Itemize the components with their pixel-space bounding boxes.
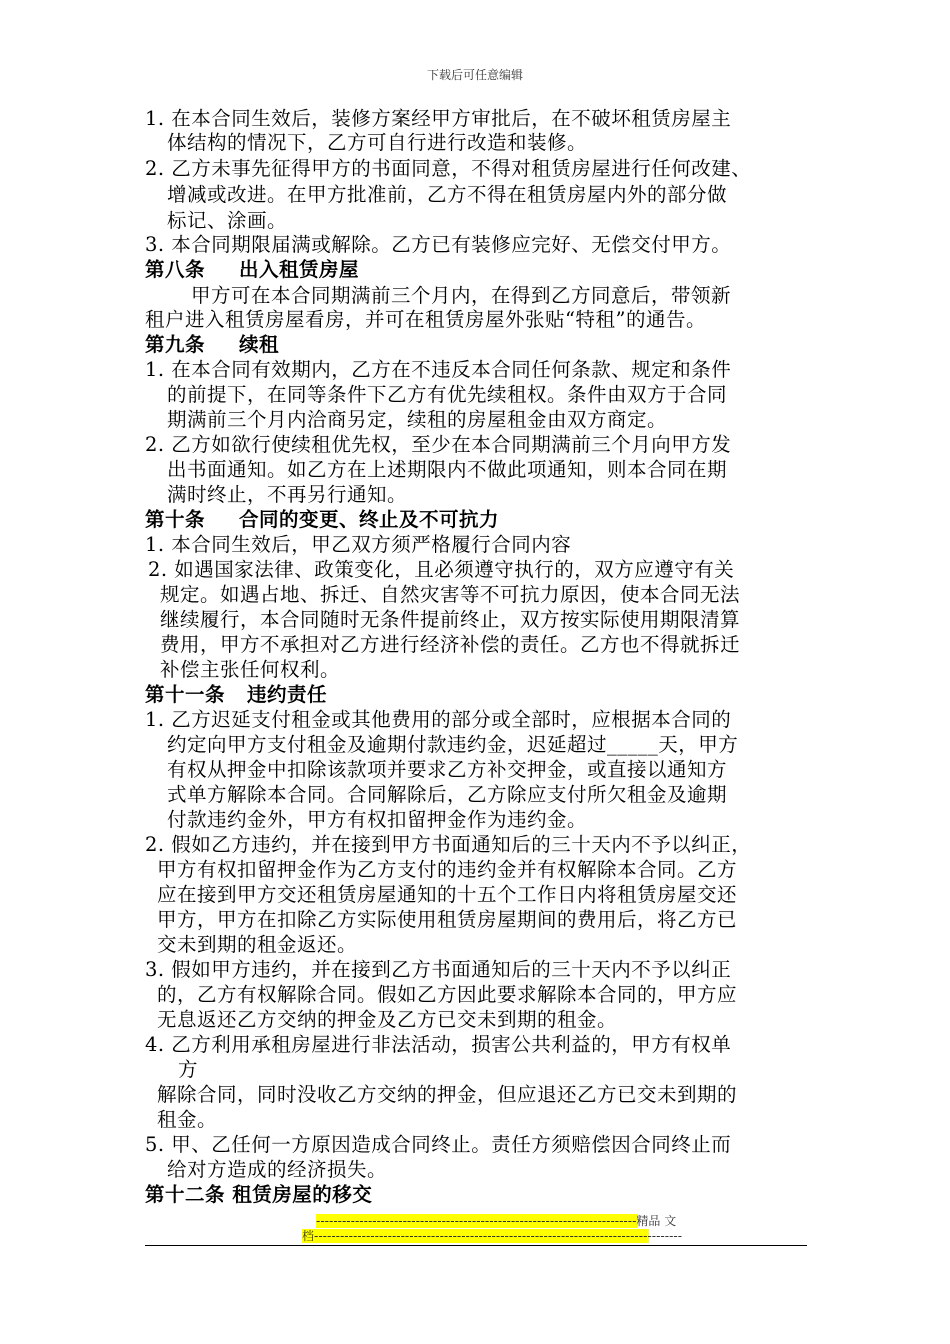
article-9-heading — [145, 333, 279, 357]
article-8-heading — [145, 258, 359, 282]
clause-text: 期满前三个月内洽商另定，续租的房屋租金由双方商定。 — [167, 408, 668, 431]
clause-text: 2. 乙方如欲行使续租优先权，至少在本合同期满前三个月向甲方发 — [145, 433, 732, 456]
clause-text: 的前提下，在同等条件下乙方有优先续租权。条件由双方于合同 — [167, 383, 728, 406]
footer-watermark-line: 档------------------------------------------------------------------------------------- — [302, 1229, 683, 1243]
clause-text: 5. 甲、乙任何一方原因造成合同终止。责任方须赔偿因合同终止而 — [145, 1133, 732, 1156]
article-number: 第九条 — [145, 333, 206, 356]
clause-text: 约定向甲方支付租金及逾期付款违约金，迟延超过_____天，甲方 — [167, 733, 739, 756]
clause-text: 规定。如遇占地、拆迁、自然灾害等不可抗力原因，使本合同无法 — [160, 583, 741, 606]
article-number: 第八条 — [145, 258, 206, 281]
clause-text: 补偿主张任何权利。 — [160, 658, 341, 681]
clause-text: 增减或改进。在甲方批准前，乙方不得在租赁房屋内外的部分做 — [167, 183, 728, 206]
clause-text: 2. 假如乙方违约，并在接到甲方书面通知后的三十天内不予以纠正， — [145, 833, 752, 856]
clause-text: 2. 乙方未事先征得甲方的书面同意，不得对租赁房屋进行任何改建、 — [145, 157, 752, 180]
page-header-note: 下载后可任意编辑 — [426, 68, 523, 82]
clause-text: 1. 在本合同生效后，装修方案经甲方审批后，在不破坏租赁房屋主 — [145, 107, 732, 130]
clause-text: 标记、涂画。 — [167, 209, 288, 232]
footer-watermark-line: --------------------------------------------------------------------------精品 文 — [316, 1214, 677, 1228]
clause-text: 交未到期的租金返还。 — [157, 933, 358, 956]
clause-text: 1. 乙方迟延支付租金或其他费用的部分或全部时，应根据本合同的 — [145, 708, 732, 731]
clause-text: 2. 如遇国家法律、政策变化，且必须遵守执行的，双方应遵守有关 — [148, 558, 735, 581]
clause-text: 费用，甲方不承担对乙方进行经济补偿的责任。乙方也不得就拆迁 — [160, 633, 741, 656]
clause-text: 甲方可在本合同期满前三个月内，在得到乙方同意后，带领新 — [191, 284, 732, 307]
clause-text: 的，乙方有权解除合同。假如乙方因此要求解除本合同的，甲方应 — [157, 983, 738, 1006]
clause-text: 甲方有权扣留押金作为乙方支付的违约金并有权解除本合同。乙方 — [157, 858, 738, 881]
clause-text: 有权从押金中扣除该款项并要求乙方补交押金，或直接以通知方 — [167, 758, 728, 781]
clause-text: 1. 本合同生效后，甲乙双方须严格履行合同内容 — [145, 533, 572, 556]
clause-text: 满时终止，不再另行通知。 — [167, 483, 408, 506]
article-title: 出入租赁房屋 — [239, 258, 360, 281]
clause-text: 3. 假如甲方违约，并在接到乙方书面通知后的三十天内不予以纠正 — [145, 958, 732, 981]
clause-text: 4. 乙方利用承租房屋进行非法活动，损害公共利益的，甲方有权单 — [145, 1033, 732, 1056]
clause-text: 出书面通知。如乙方在上述期限内不做此项通知，则本合同在期 — [167, 458, 728, 481]
article-number: 第十一条 — [145, 683, 226, 706]
clause-text: 无息返还乙方交纳的押金及乙方已交未到期的租金。 — [157, 1008, 618, 1031]
clause-text: 给对方造成的经济损失。 — [167, 1158, 388, 1181]
clause-text: 体结构的情况下，乙方可自行进行改造和装修。 — [167, 131, 588, 154]
clause-text: 式单方解除本合同。合同解除后，乙方除应支付所欠租金及逾期 — [167, 783, 728, 806]
article-12-heading: 第十二条 租赁房屋的移交 — [145, 1183, 373, 1206]
clause-text: 继续履行，本合同随时无条件提前终止，双方按实际使用期限清算 — [160, 608, 741, 631]
article-10-heading — [145, 508, 499, 532]
clause-text: 租户进入租赁房屋看房，并可在租赁房屋外张贴“特租”的通告。 — [145, 308, 706, 331]
clause-text: 方 — [178, 1058, 199, 1081]
article-title: 合同的变更、终止及不可抗力 — [239, 508, 500, 531]
clause-text: 甲方，甲方在扣除乙方实际使用租赁房屋期间的费用后，将乙方已 — [157, 908, 738, 931]
footer-divider — [145, 1245, 807, 1246]
clause-text: 1. 在本合同有效期内，乙方在不违反本合同任何条款、规定和条件 — [145, 358, 732, 381]
clause-text: 应在接到甲方交还租赁房屋通知的十五个工作日内将租赁房屋交还 — [157, 883, 738, 906]
article-title: 违约责任 — [247, 683, 328, 706]
article-11-heading — [145, 683, 327, 707]
article-number: 第十条 — [145, 508, 206, 531]
clause-text: 租金。 — [157, 1108, 218, 1131]
clause-text: 解除合同，同时没收乙方交纳的押金，但应退还乙方已交未到期的 — [157, 1083, 738, 1106]
article-title: 续租 — [239, 333, 280, 356]
clause-text: 付款违约金外，甲方有权扣留押金作为违约金。 — [167, 808, 588, 831]
clause-text: 3. 本合同期限届满或解除。乙方已有装修应完好、无偿交付甲方。 — [145, 233, 732, 256]
